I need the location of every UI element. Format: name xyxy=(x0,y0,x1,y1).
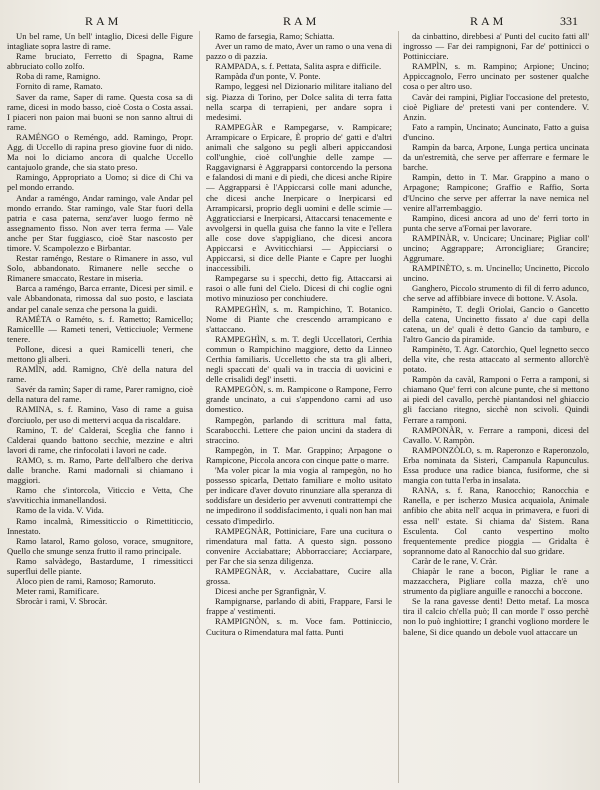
column-center xyxy=(206,31,392,783)
dictionary-entry: Rampignarse, parlando di abiti, Frappare, Farsi le frappe a' vestimenti. xyxy=(206,596,392,617)
column-divider xyxy=(398,31,399,783)
running-head-center: RAM xyxy=(283,14,320,28)
dictionary-entry: Ramo de la vida. V. Vida. xyxy=(16,505,104,516)
dictionary-entry: Cavàr dei rampini, Pigliar l'occasione del pretesto, cioè Pigliare de' pretesti vani per contendere. V. Anzin. xyxy=(403,91,589,122)
dictionary-entry: RAMPÌN, s. m. Rampino; Arpione; Uncino; Appiccagnolo, Ferro uncinato per sostener qualche cosa o per altro uso. xyxy=(403,61,589,92)
dictionary-entry: Fornito di rame, Ramato. xyxy=(16,81,103,92)
dictionary-entry: Restar raméngo, Restare o Rimanere in asso, vul Solo, abbandonato. Rimanere nelle secche o Rimanere smaccato, Restare in miseria. xyxy=(7,253,193,284)
dictionary-entry: Ramo che s'intorcola, Viticcio e Vetta, Che s'avviticchia inmanellandosi. xyxy=(7,485,193,506)
dictionary-entry: Barca a raméngo, Barca errante, Dicesi per simil. e vale Abbandonata, rimossa dal suo posto, e lasciata andar pel canale senza che persona la guidi. xyxy=(7,283,193,314)
dictionary-entry: RAMPEGHÌN, s. m. Rampichino, T. Botanico. Nome di Piante che crescendo arrampicano e s'attaccano. xyxy=(206,303,392,334)
dictionary-entry: 'Ma voler picar la mia vogia al rampegòn, no ho possesso spicarla, Dettato familiare e molto usitato per indicare d'aver dovuto rinunziare alla speranza di soddisfare un desiderio per avvenuti contrattempi che ne impedirono il soddisfacimento, i quali non han mai cessato d'impedirlo. xyxy=(206,465,392,526)
dictionary-entry: RAMPEGHÌN, s. m. T. degli Uccellatori, Certhia commun o Rampichino maggiore, detto da Linneo Certhia familiaris. Uccelletto che sta tra gli alberi, negli spaccati de' quali va in traccia di uovicini e delle crisalidi degl' insetti. xyxy=(206,333,392,385)
dictionary-entry: Ramo incalmà, Rimessiticcio o Rimettiticcio, Innestato. xyxy=(7,515,193,536)
dictionary-entry: Rampinèto, T. degli Oriolai, Gancio o Gancetto della catena, Uncinetto fissato a' due capi della catena, un de' quali è detto Gancio da tamburo, e l'altro Gancio da piramide. xyxy=(403,303,589,344)
dictionary-entry: Aver un ramo de mato, Aver un ramo o una vena di pazzo o di pazzia. xyxy=(206,41,392,62)
dictionary-entry: RAMPINÈTO, s. m. Uncinello; Uncinetto, Piccolo uncino. xyxy=(403,263,589,284)
dictionary-entry: Fato a rampìn, Uncinato; Auncinato, Fatto a guisa d'uncino. xyxy=(403,121,589,142)
dictionary-entry: Meter rami, Ramificare. xyxy=(16,586,100,597)
dictionary-entry: RAMPONÀR, v. Ferrare a ramponi, dicesi del Cavallo. V. Rampòn. xyxy=(403,424,589,445)
column-right xyxy=(403,31,589,783)
dictionary-entry: Rampinèto, T. Agr. Catorchio, Quel legnetto secco della vite, che resta attaccato al sermento allorch'è potato. xyxy=(403,343,589,375)
dictionary-entry: Rampegòn, parlando di scrittura mal fatta, Scarabocchi. Lettere che paion uncini da stadera di straccino. xyxy=(206,414,392,445)
dictionary-entry: Rampegarse su i specchi, detto fig. Attaccarsi ai rasoi o alle funi del Cielo. Dicesi di chi coglie ogni motivo minuzioso per conchiudere. xyxy=(206,273,392,304)
running-head-left: RAM xyxy=(85,14,122,28)
dictionary-entry: RAMINA, s. f. Ramino, Vaso di rame a guisa d'orciuolo, per uso di mettervi acqua da riscaldare. xyxy=(7,404,193,425)
dictionary-entry: Se la rana gavesse denti! Detto metaf. La mosca tira il calcio ch'ella può; Il can morde l' osso perchè non lo può inghiottire; I granchi vogliono mordere le balene, Si dice quando un debole vuol attaccare un xyxy=(403,596,589,637)
dictionary-entry: Rampàda d'un ponte, V. Ponte. xyxy=(215,71,321,82)
dictionary-entry: RAMO, s. m. Ramo, Parte dell'albero che deriva dalle branche. Rami madornali si chiamano i maggiori. xyxy=(7,454,193,486)
page-number: 331 xyxy=(560,14,578,28)
column-divider xyxy=(199,31,200,783)
dictionary-entry: Roba di rame, Ramigno. xyxy=(16,71,101,82)
dictionary-entry: Rampòn da cavàl, Ramponi o Ferra a ramponi, si chiamano Que' ferri con alcune punte, che si mettono ai piedi del cavallo, perchè piantandosi nel ghiaccio gli facciano ritegno, sicchè non scivoli. Quindi Ferrare a ramponi. xyxy=(403,374,589,425)
dictionary-entry: RAMPEGNÀR, Pottiniciare, Fare una cucitura o rimendatura mal fatta. A questo sign. possono convenire Acciabattare; Abborracciare; Acciarpare, per Far che sia senza diligenza. xyxy=(206,525,392,566)
dictionary-entry: Ganghero, Piccolo strumento di fil di ferro adunco, che serve ad affibbiare invece di bottone. V. Asola. xyxy=(403,283,589,304)
dictionary-entry: Ramingo, Appropriato a Uomo; si dice di Chi va pel mondo errando. xyxy=(7,172,193,193)
dictionary-entry: RAMPEGNÀR, v. Acciabattare, Cucire alla grossa. xyxy=(206,565,392,587)
dictionary-entry: RAMÌN, add. Ramigno, Ch'è della natura del rame. xyxy=(7,364,193,385)
dictionary-entry: Rampegòn, in T. Mar. Grappino; Arpagone o Rampicone, Piccola ancora con cinque patte o marre. xyxy=(206,444,392,465)
dictionary-entry: Rampìn, detto in T. Mar. Grappino a mano o Arpagone; Rampicone; Graffio e Raffio, Sorta d'Uncino che serve per afferrar la nave nemica nel venire all'arrembaggio. xyxy=(403,172,589,213)
dictionary-entry: Rampo, leggesi nel Dizionario militare italiano del sig. Piazza di Torino, per Dolce salita di terra fatta nella scarpa di terrapieni, per andare sopra i medesimi. xyxy=(206,81,392,122)
dictionary-entry: Dicesi anche per Sgranfignàr, V. xyxy=(215,586,327,597)
dictionary-entry: Aloco pien de rami, Ramoso; Ramoruto. xyxy=(16,576,156,587)
dictionary-entry: Caràr de le rane, V. Cràr. xyxy=(412,555,498,566)
running-head-right: RAM xyxy=(470,14,507,28)
dictionary-entry: Un bel rame, Un bell' intaglio, Dicesi delle Figure intagliate sopra lastre di rame. xyxy=(7,31,193,52)
dictionary-entry: Pollone, dicesi a quei Ramicelli teneri, che mettono gli alberi. xyxy=(7,343,193,364)
dictionary-entry: Ramino, T. de' Calderai, Sceglia che fanno i Calderai quando battono secchie, mezzine e altri lavori di rame, che rinfocolati i lavori ne cade. xyxy=(7,424,193,455)
dictionary-entry: RAMÉNGO o Reméngo, add. Ramingo, Propr. Agg. di Uccello di rapina preso giovine fuor di nido. Ma noi lo diciamo ancora di qualche Uccello cantajuolo grande, che sia stato preso. xyxy=(7,131,193,173)
dictionary-entry: RAMPEGÀR e Rampegarse, v. Rampicare; Arrampicare o Erpicare, È proprio de' gatti e d'altri animali che salgono su pegli alberi appiccandosi coll'unghie, cioè coll'unghie delle zampe — Raggavignarsi è Aggrapparsi contorcendo la persona e falandosi di mani e di piedi, che dicesi anche Ripire — Aggrapparsi è l'Appiccarsi colle mani adunche, che dicesi anche Inerpicare o Inerpicarsi ed Arrampicarsi, proprio degli uomini e delle scimie — Aggraticciarsi e Inerpicarsi, Attaccarsi tenacemente e avvolgersi in quella guisa che fanno la vite e l'ellera alle cose dove s'appigliano, che dicesi ancora Appiccarsi e Avviticchiarsi — Appicciarsi o Appiccarsi, si dice delle Piante e Capre per luoghi inaccessibili. xyxy=(206,121,392,274)
dictionary-entry: RAMPIGNÒN, s. m. Voce fam. Pottiniccio, Cucitura o Rimendatura mal fatta. Punti xyxy=(206,616,392,637)
dictionary-entry: Rampìno, dicesi ancora ad uno de' ferri torto in punta che serve a'Fornai per lavorare. xyxy=(403,212,589,233)
dictionary-entry: RAMPEGÒN, s. m. Rampicone o Rampone, Ferro grande uncinato, a cui s'appendono carni ad uso domestico. xyxy=(206,384,392,415)
dictionary-entry: Savér da ramìn; Saper di rame, Parer ramigno, cioè della natura del rame. xyxy=(7,384,193,405)
dictionary-entry: RANA, s. f. Rana, Ranocchio; Ranocchia e Ranella, e per ischerzo Musica acquaiola, Animale anfibio che abita nell' acqua in primavera, e fuori di essa nell' estate. Si chiama da' Sistem. Rana Esculenta. Col canto vespertino molto frequentemente predice pioggia — Gridalta è soprannome dato al Ranocchio dal suo gridare. xyxy=(403,485,589,556)
column-left xyxy=(7,31,193,783)
dictionary-entry: RAMPINÀR, v. Uncicare; Uncinare; Pigliar coll' uncino; Aggrappare; Arroncigliare; Grancire; Aggrumare. xyxy=(403,232,589,264)
dictionary-entry: RAMÉTA o Raméto, s. f. Rametto; Ramicello; Ramicellle — Rameti teneri, Vetticciuole; Vermene tenere. xyxy=(7,313,193,344)
dictionary-entry: Sbrocàr i rami, V. Sbrocàr. xyxy=(16,596,108,607)
dictionary-entry: Chiapàr le rane a bocon, Pigliar le rane a mazzacchera, Pigliare colla mazza, ch'è uno strumento da pigliare anguille e ranocchi a boccone. xyxy=(403,565,589,597)
dictionary-entry: RAMPONZÒLO, s. m. Raperonzo e Raperonzolo, Erba nominata da Sisteri, Campanula Rapunculus. Essa produce una radice bianca, fusiforme, che si mangia con tutta l'erba in insalata. xyxy=(403,444,589,486)
dictionary-entry: Rame bruciato, Ferretto di Spagna, Rame abbruciato collo zolfo. xyxy=(7,51,193,72)
dictionary-entry: Saver da rame, Saper di rame. Questa cosa sa di rame, dicesi in modo basso, cioè Costa o Costa assai. I piaceri non paion mai buoni se non sanno altrui di rame. xyxy=(7,91,193,132)
dictionary-entry: Ramo de farsegia, Ramo; Schiatta. xyxy=(215,31,335,41)
dictionary-entry: Ramo salvàdego, Bastardume, I rimessiticci superflui delle piante. xyxy=(7,555,193,576)
dictionary-entry: RAMPADA, s. f. Pettata, Salita aspra e difficile. xyxy=(215,61,382,72)
dictionary-entry: Rampìn da barca, Arpone, Lunga pertica uncinata da un'estremità, che serve per afferrare e fermare le barche. xyxy=(403,142,589,173)
dictionary-entry: da cinbattino, direbbesi a' Punti del cucito fatti all' ingrosso — Far dei rampignoni, Far de' pottinicci o Pottinicciare. xyxy=(403,31,589,62)
dictionary-entry: Ramo latarol, Ramo goloso, vorace, smugnitore, Quello che smunge senza frutto il ramo principale. xyxy=(7,535,193,556)
running-head xyxy=(0,14,600,32)
dictionary-entry: Andar a raméngo, Andar ramingo, vale Andar pel mondo errando. Star ramingo, vale Star fuori della patria e casa paterna, senz'aver luogo fermo nè assegnamento fisso. Non aver terra ferma — Vale anche per Star fuggiasco, cioè Star nascosto per timore. V. Scampolezzo e Birbantar. xyxy=(7,192,193,253)
